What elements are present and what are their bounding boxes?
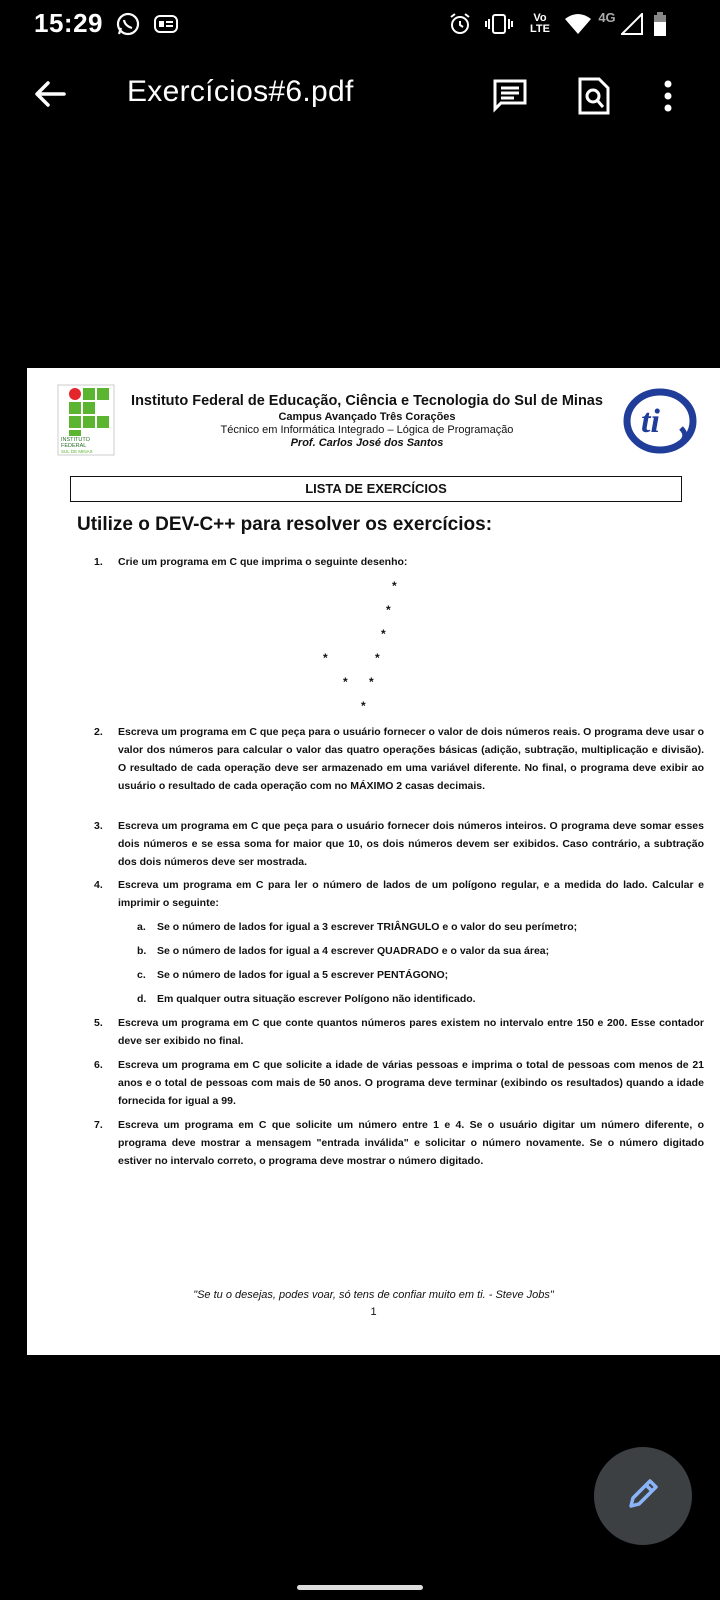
vibrate-icon bbox=[485, 10, 513, 38]
exercise-text: Escreva um programa em C que solicite um número entre 1 e 4. Se o usuário digitar um número diferente, o programa deve mostrar a mensagem "entrada inválida" e solicitar o número novamente. Se o número digitado estiver no intervalo correto, o programa deve mostrar o número digitado. bbox=[118, 1119, 704, 1167]
sub-item-text: Se o número de lados for igual a 3 escrever TRIÂNGULO e o valor do seu perímetro; bbox=[157, 921, 578, 933]
page-number: 1 bbox=[370, 1306, 377, 1318]
star: * bbox=[386, 603, 391, 617]
find-in-page-icon[interactable] bbox=[572, 74, 616, 118]
document-header bbox=[117, 393, 617, 449]
exercise-number: 4. bbox=[94, 879, 103, 891]
sub-item-c bbox=[137, 966, 448, 984]
gesture-nav-bar[interactable] bbox=[297, 1585, 423, 1590]
exercise-2 bbox=[94, 723, 704, 795]
sub-item-letter: b. bbox=[137, 945, 147, 957]
exercise-text: Escreva um programa em C para ler o número de lados de um polígono regular, e a medida do lado. Calcular e imprimir o seguinte: bbox=[118, 879, 704, 909]
edit-button[interactable] bbox=[594, 1447, 692, 1545]
star: * bbox=[323, 651, 328, 665]
status-bar bbox=[0, 0, 720, 48]
star: * bbox=[361, 699, 366, 713]
wifi-icon bbox=[563, 10, 593, 38]
exercise-text: Escreva um programa em C que peça para o usuário fornecer dois números inteiros. O programa deve somar esses dois números e se essa soma for maior que 10, os dois números devem ser exibidos. Caso contrário, a subtração dos dois números deve ser mostrada. bbox=[118, 820, 704, 868]
exercise-1 bbox=[94, 553, 704, 571]
exercise-text: Escreva um programa em C que solicite a idade de várias pessoas e imprima o total de pessoas com menos de 21 anos e o total de pessoas com mais de 50 anos. O programa deve terminar (exibindo os resultados) quando a idade fornecida for igual a 99. bbox=[118, 1059, 704, 1107]
footer-quote: "Se tu o desejas, podes voar, só tens de confiar muito em ti. - Steve Jobs" bbox=[193, 1289, 554, 1301]
exercise-text: Escreva um programa em C que conte quantos números pares existem no intervalo entre 150 e 200. Esse contador deve ser exibido no final. bbox=[118, 1017, 704, 1047]
svg-text:SUL DE MINAS: SUL DE MINAS bbox=[61, 449, 93, 454]
sub-item-text: Se o número de lados for igual a 4 escrever QUADRADO e o valor da sua área; bbox=[157, 945, 550, 957]
volte-indicator bbox=[524, 10, 556, 38]
if-logo bbox=[57, 384, 115, 456]
sub-item-letter: d. bbox=[137, 993, 147, 1005]
star: * bbox=[343, 675, 348, 689]
exercise-number: 3. bbox=[94, 820, 103, 832]
exercise-number: 2. bbox=[94, 726, 103, 738]
volte-label: Vo LTE bbox=[530, 12, 550, 35]
star: * bbox=[369, 675, 374, 689]
sub-item-text: Em qualquer outra situação escrever Polígono não identificado. bbox=[157, 993, 476, 1005]
message-icon bbox=[153, 10, 179, 38]
signal-icon bbox=[620, 10, 644, 38]
back-arrow-icon[interactable] bbox=[30, 74, 70, 114]
more-vert-icon[interactable] bbox=[656, 74, 680, 118]
sub-item-b bbox=[137, 942, 549, 960]
exercise-text: Escreva um programa em C que peça para o usuário fornecer o valor de dois números reais. O programa deve usar o valor dos números para calcular o valor das quatro operações básicas (adição, subtração, multiplicação e divisão). O resultado de cada operação deve ser armazenado em uma variável diferente. No final, o programa deve exibir ao usuário o resultado de cada operação com no MÁXIMO 2 casas decimais. bbox=[118, 726, 704, 792]
instructions-heading: Utilize o DEV-C++ para resolver os exercícios: bbox=[77, 514, 493, 535]
professor-name: Prof. Carlos José dos Santos bbox=[290, 437, 444, 449]
ti-logo bbox=[623, 388, 697, 454]
exercise-6 bbox=[94, 1056, 704, 1110]
exercise-5 bbox=[94, 1014, 704, 1050]
document-title: Exercícios#6.pdf bbox=[127, 75, 354, 108]
star: * bbox=[375, 651, 380, 665]
institution-name: Instituto Federal de Educação, Ciência e Tecnologia do Sul de Minas bbox=[131, 393, 603, 409]
edit-pencil-icon bbox=[623, 1474, 663, 1519]
list-title: LISTA DE EXERCÍCIOS bbox=[70, 476, 682, 502]
exercise-7 bbox=[94, 1116, 704, 1170]
exercise-text: Crie um programa em C que imprima o seguinte desenho: bbox=[118, 556, 408, 568]
sub-item-letter: c. bbox=[137, 969, 146, 981]
network-type: 4G bbox=[598, 10, 616, 25]
course-name: Técnico em Informática Integrado – Lógica de Programação bbox=[220, 424, 514, 436]
campus-name: Campus Avançado Três Corações bbox=[278, 411, 456, 423]
sub-item-text: Se o número de lados for igual a 5 escrever PENTÁGONO; bbox=[157, 969, 449, 981]
exercise-4 bbox=[94, 876, 704, 912]
battery-icon bbox=[652, 10, 668, 38]
pdf-page bbox=[27, 368, 720, 1355]
exercise-number: 5. bbox=[94, 1017, 103, 1029]
sub-item-letter: a. bbox=[137, 921, 146, 933]
sub-item-d bbox=[137, 990, 476, 1008]
exercise-number: 6. bbox=[94, 1059, 103, 1071]
comment-icon[interactable] bbox=[488, 74, 532, 118]
svg-text:ti: ti bbox=[641, 403, 660, 440]
alarm-icon bbox=[447, 10, 473, 38]
svg-text:INSTITUTO: INSTITUTO bbox=[61, 437, 90, 443]
exercise-number: 1. bbox=[94, 556, 103, 568]
svg-text:FEDERAL: FEDERAL bbox=[61, 443, 87, 449]
star: * bbox=[392, 579, 397, 593]
whatsapp-icon bbox=[114, 10, 142, 38]
exercise-3 bbox=[94, 817, 704, 871]
sub-item-a bbox=[137, 918, 577, 936]
app-bar bbox=[0, 60, 720, 132]
star: * bbox=[381, 627, 386, 641]
exercise-number: 7. bbox=[94, 1119, 103, 1131]
status-time: 15:29 bbox=[34, 8, 103, 38]
